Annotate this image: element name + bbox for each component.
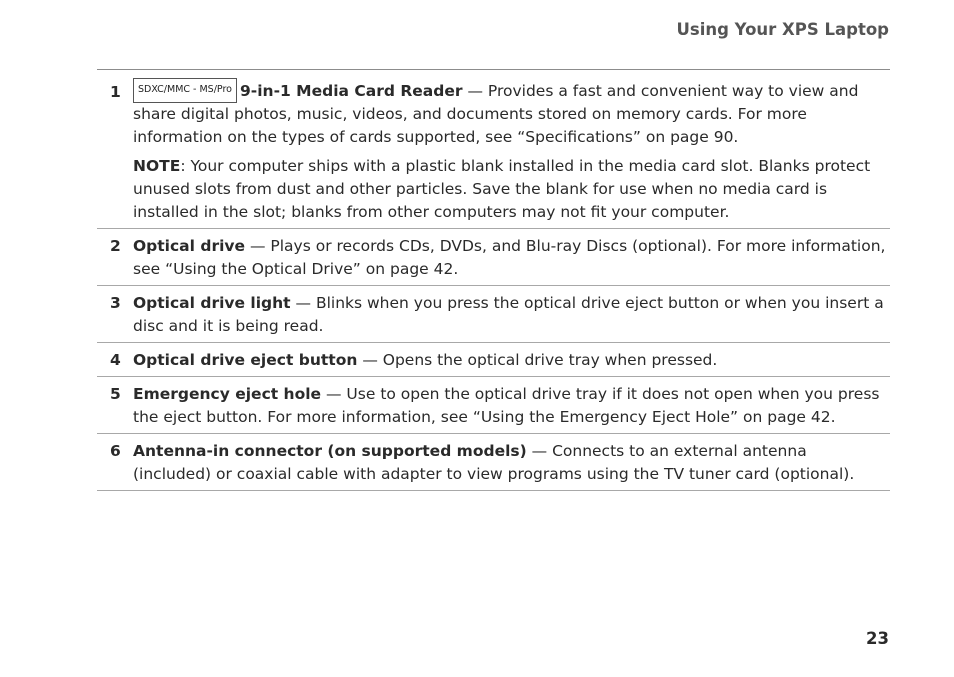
item-description bbox=[133, 383, 890, 429]
item-description bbox=[133, 292, 890, 338]
item-number: 6 bbox=[110, 442, 121, 460]
table-row bbox=[97, 286, 890, 343]
item-number: 2 bbox=[110, 237, 121, 255]
item-term: Optical drive eject button bbox=[133, 351, 358, 369]
note bbox=[133, 155, 886, 224]
table-row bbox=[97, 343, 890, 377]
item-description bbox=[133, 440, 890, 486]
item-number: 4 bbox=[110, 351, 121, 369]
table-row bbox=[97, 377, 890, 434]
item-text: — Opens the optical drive tray when pressed. bbox=[357, 351, 718, 369]
item-description bbox=[133, 78, 890, 224]
item-number: 5 bbox=[110, 385, 121, 403]
item-text: — Blinks when you press the optical drive eject button or when you insert a disc and it is being read. bbox=[133, 294, 884, 335]
item-text: — Provides a fast and convenient way to view and share digital photos, music, videos, and documents stored on memory cards. For more information on the types of cards supported, see “Specifications” on page 90. bbox=[133, 82, 859, 146]
item-description bbox=[133, 235, 890, 281]
item-term: Emergency eject hole bbox=[133, 385, 322, 403]
item-number: 3 bbox=[110, 294, 121, 312]
item-term: Optical drive light bbox=[133, 294, 291, 312]
item-term: 9-in-1 Media Card Reader bbox=[240, 82, 463, 100]
table-row bbox=[97, 70, 890, 229]
card-reader-label-icon: SDXC/MMC - MS/Pro bbox=[133, 78, 237, 103]
item-text: — Plays or records CDs, DVDs, and Blu-ray Discs (optional). For more information, see “Using the Optical Drive” on page 42. bbox=[133, 237, 886, 278]
table-row bbox=[97, 434, 890, 491]
table-row bbox=[97, 229, 890, 286]
note-text: : Your computer ships with a plastic blank installed in the media card slot. Blanks protect unused slots from dust and other particles. Save the blank for use when no media card is installed in the slot; blanks from other computers may not fit your computer. bbox=[133, 157, 871, 221]
item-description bbox=[133, 349, 890, 372]
item-text: — Connects to an external antenna (included) or coaxial cable with adapter to view programs using the TV tuner card (optional). bbox=[133, 442, 855, 483]
callout-table bbox=[97, 69, 890, 491]
item-text: — Use to open the optical drive tray if it does not open when you press the eject button. For more information, see “Using the Emergency Eject Hole” on page 42. bbox=[133, 385, 880, 426]
item-term: Antenna-in connector (on supported models) bbox=[133, 442, 527, 460]
running-header: Using Your XPS Laptop bbox=[676, 20, 889, 39]
item-number: 1 bbox=[110, 83, 121, 101]
item-term: Optical drive bbox=[133, 237, 246, 255]
note-label: NOTE bbox=[133, 157, 181, 175]
page-number: 23 bbox=[866, 629, 889, 648]
